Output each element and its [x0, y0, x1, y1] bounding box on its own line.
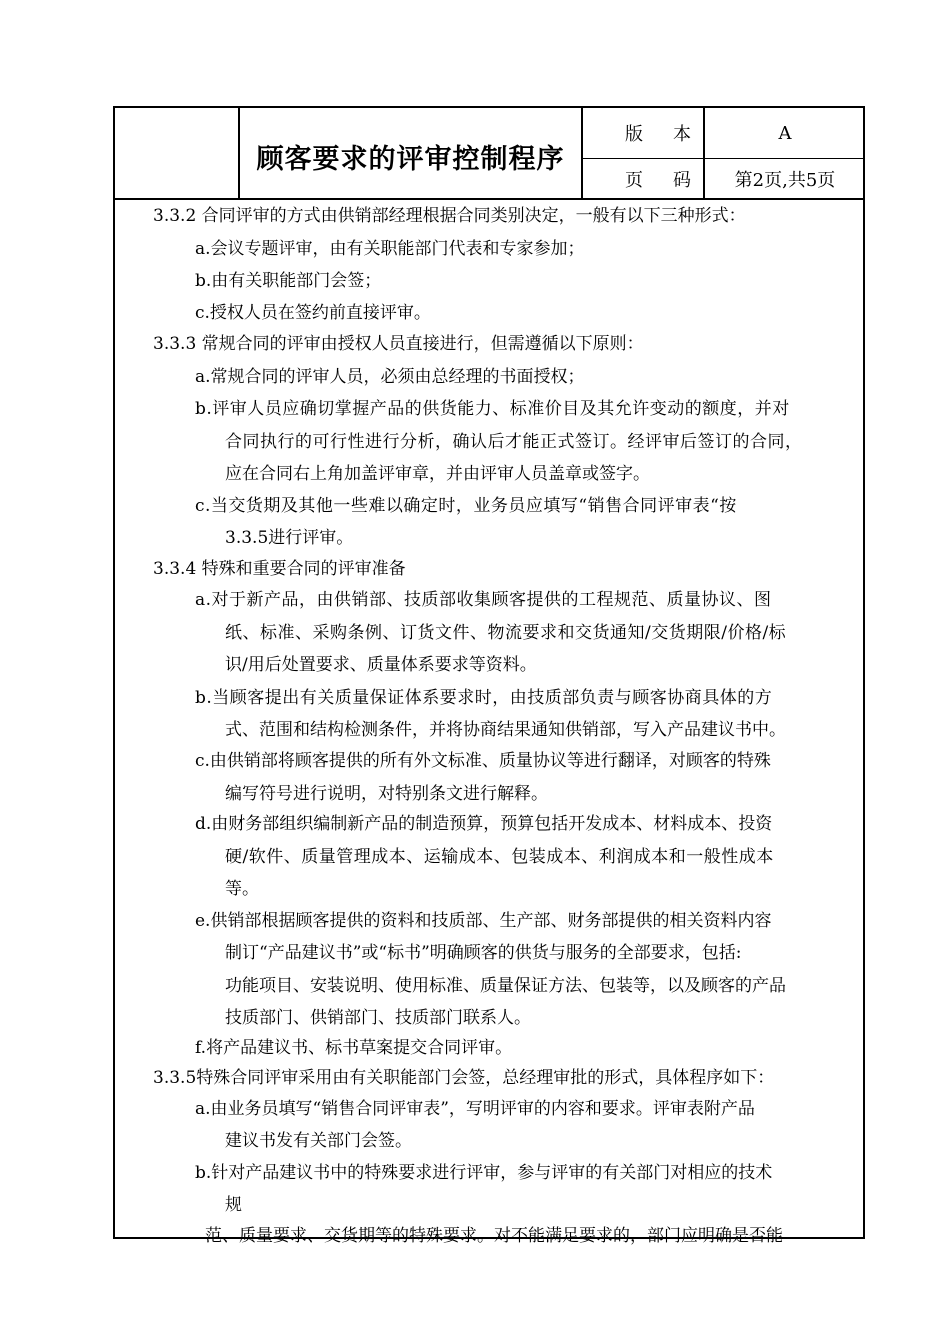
list-item-continuation: 应在合同右上角加盖评审章，并由评审人员盖章或签字。: [225, 464, 650, 484]
list-item-continuation: 硬/软件、质量管理成本、运输成本、包装成本、利润成本和一般性成本: [225, 847, 774, 867]
header-bottom-line: [115, 198, 865, 200]
list-item-continuation: 式、范围和结构检测条件，并将协商结果通知供销部，写入产品建议书中。: [225, 720, 786, 740]
list-item: c.授权人员在签约前直接评审。: [195, 303, 431, 323]
version-value: A: [778, 122, 792, 144]
list-item: c.当交货期及其他一些难以确定时，业务员应填写“销售合同评审表“按: [195, 496, 737, 516]
list-item-continuation: 等。: [225, 879, 259, 899]
list-item: a.对于新产品，由供销部、技质部收集顾客提供的工程规范、质量协议、图: [195, 590, 772, 610]
list-item-continuation: 识/用后处置要求、质量体系要求等资料。: [225, 655, 537, 675]
list-item-continuation: 规: [225, 1195, 242, 1215]
page-value: 第2页,共5页: [734, 169, 836, 191]
document-frame: [113, 106, 865, 1246]
page-label: 页码: [625, 169, 721, 191]
list-item-continuation: 编写符号进行说明，对特别条文进行解释。: [225, 784, 548, 804]
list-item: a.常规合同的评审人员，必须由总经理的书面授权；: [195, 367, 585, 387]
list-item: c.由供销部将顾客提供的所有外文标准、质量协议等进行翻译，对顾客的特殊: [195, 751, 771, 771]
list-item: b.针对产品建议书中的特殊要求进行评审，参与评审的有关部门对相应的技术: [195, 1163, 773, 1183]
list-item: b.由有关职能部门会签；: [195, 271, 382, 291]
list-item: b.评审人员应确切掌握产品的供货能力、标准价目及其允许变动的额度，并对: [195, 399, 790, 419]
section-3-3-2: 3.3.2 合同评审的方式由供销部经理根据合同类别决定，一般有以下三种形式：: [153, 206, 746, 226]
version-label: 版本: [625, 124, 721, 145]
document-title: 顾客要求的评审控制程序: [256, 143, 565, 175]
section-3-3-5: 3.3.5特殊合同评审采用由有关职能部门会签，总经理审批的形式，具体程序如下：: [153, 1068, 775, 1088]
list-item-continuation: 建议书发有关部门会签。: [225, 1131, 412, 1151]
list-item-continuation: 范、质量要求、交货期等的特殊要求。对不能满足要求的，部门应明确是否能: [205, 1226, 783, 1246]
logo-cell: [115, 108, 238, 198]
list-item: a.由业务员填写“销售合同评审表”，写明评审的内容和要求。评审表附产品: [195, 1099, 755, 1119]
list-item-continuation: 技质部门、供销部门、技质部门联系人。: [225, 1008, 531, 1028]
list-item: e.供销部根据顾客提供的资料和技质部、生产部、财务部提供的相关资料内容: [195, 911, 772, 931]
list-item: f.将产品建议书、标书草案提交合同评审。: [195, 1038, 513, 1058]
list-item-continuation: 3.3.5进行评审。: [225, 528, 354, 548]
section-3-3-3: 3.3.3 常规合同的评审由授权人员直接进行，但需遵循以下原则：: [153, 334, 644, 354]
section-3-3-4: 3.3.4 特殊和重要合同的评审准备: [153, 559, 406, 579]
list-item-continuation: 纸、标准、采购条例、订货文件、物流要求和交货通知/交货期限/价格/标: [225, 623, 787, 643]
list-item: b.当顾客提出有关质量保证体系要求时，由技质部负责与顾客协商具体的方: [195, 688, 773, 708]
list-item-continuation: 合同执行的可行性进行分析，确认后才能正式签订。经评审后签订的合同，: [225, 432, 803, 452]
list-item: a.会议专题评审，由有关职能部门代表和专家参加；: [195, 239, 585, 259]
list-item: d.由财务部组织编制新产品的制造预算，预算包括开发成本、材料成本、投资: [195, 814, 773, 834]
list-item-continuation: 功能项目、安装说明、使用标准、质量保证方法、包装等，以及顾客的产品: [225, 976, 786, 996]
list-item-continuation: 制订“产品建议书”或“标书”明确顾客的供货与服务的全部要求，包括:: [225, 943, 742, 963]
